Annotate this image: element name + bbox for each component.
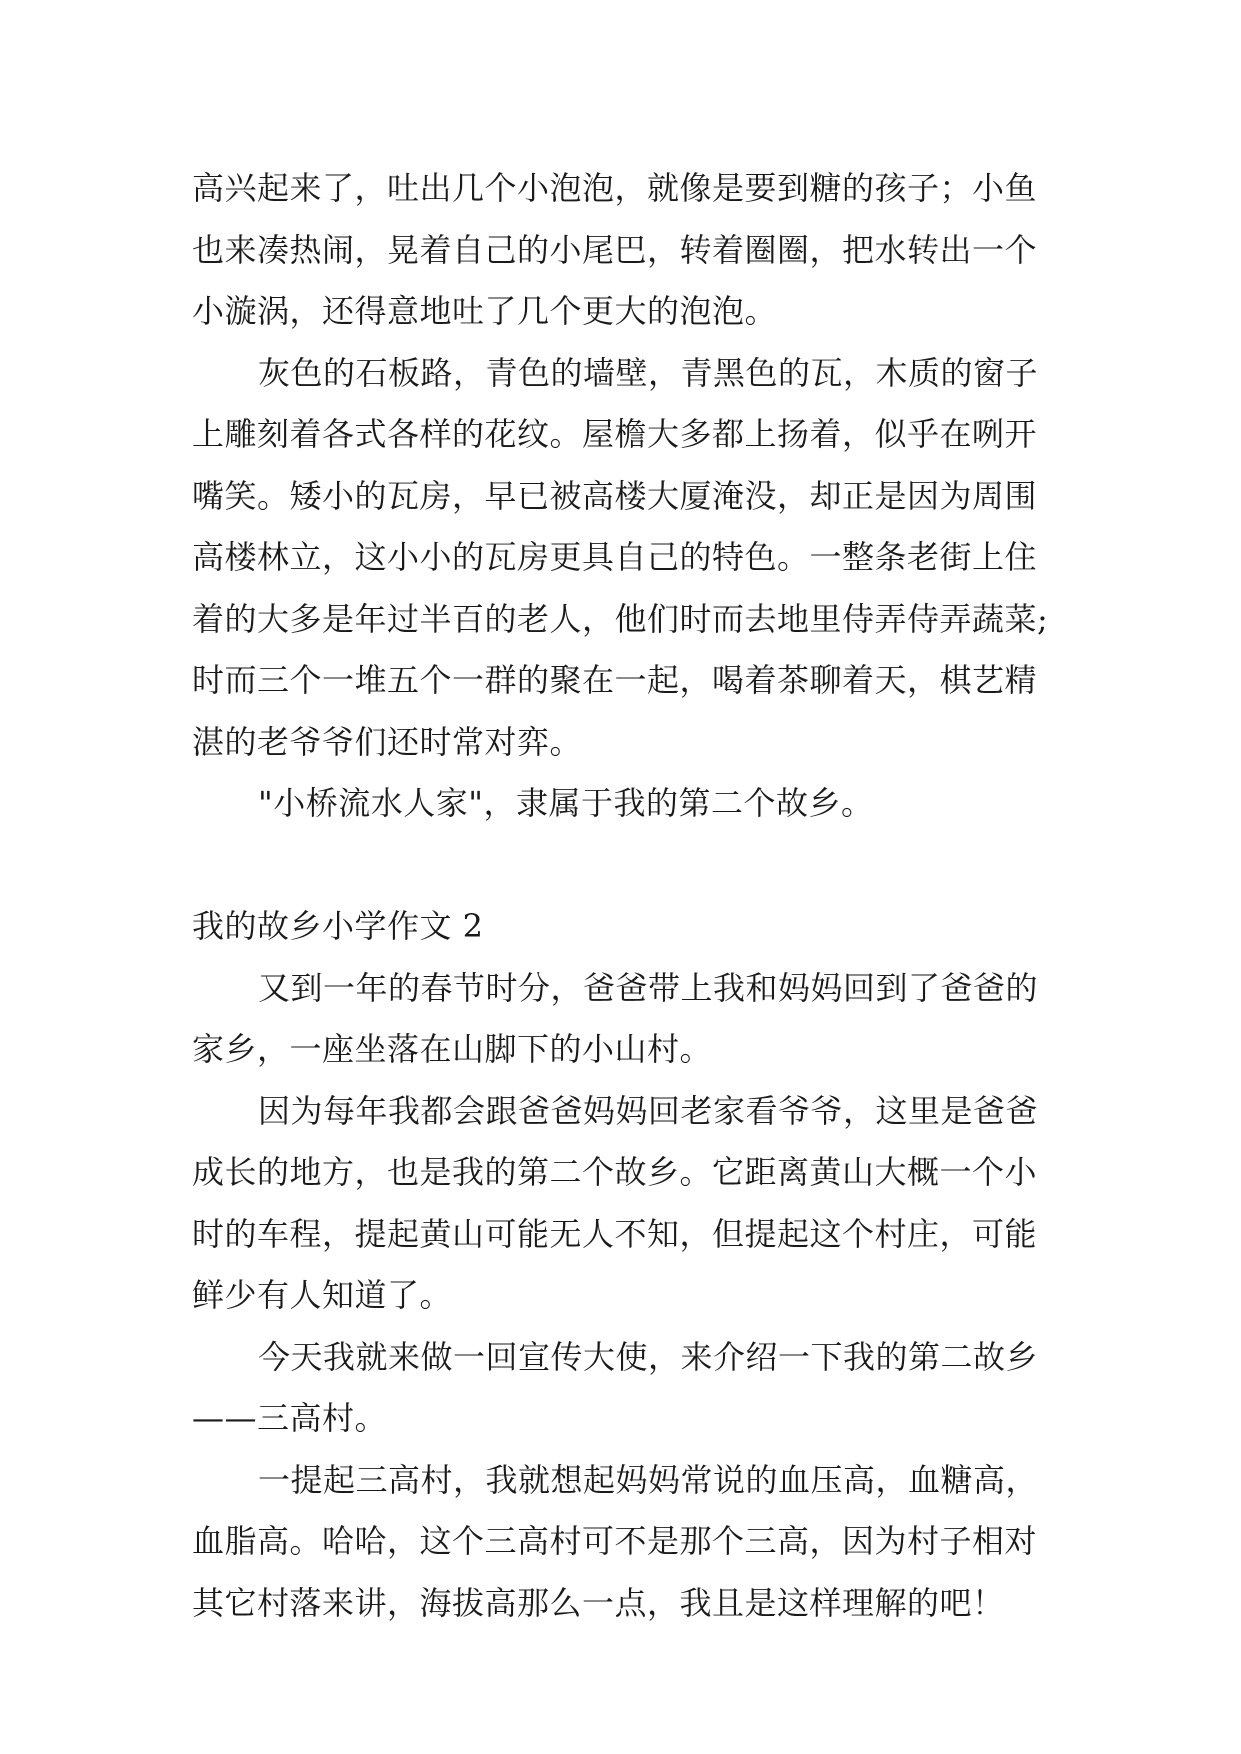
text-line: 成长的地方，也是我的第二个故乡。它距离黄山大概一个小 [192,1153,1038,1191]
blank-line [192,835,1054,897]
text-line: 血脂高。哈哈，这个三高村可不是那个三高，因为村子相对 [192,1522,1038,1560]
text-line: 其它村落来讲，海拔高那么一点，我且是这样理解的吧！ [192,1583,1005,1622]
text-line: 着的大多是年过半百的老人，他们时而去地里侍弄侍弄蔬菜; [192,599,1049,638]
text-line: 家乡，一座坐落在山脚下的小山村。 [192,1030,713,1068]
text-line: 嘴笑。矮小的瓦房，早已被高楼大厦淹没，却正是因为周围 [192,476,1038,515]
paragraph-5 [192,1081,1054,1327]
text-line: 又到一年的春节时分，爸爸带上我和妈妈回到了爸爸的 [258,968,1039,1007]
text-line: 时而三个一堆五个一群的聚在一起，喝着茶聊着天，棋艺精 [192,661,1038,699]
text-line: 上雕刻着各式各样的花纹。屋檐大多都上扬着，似乎在咧开 [192,415,1038,453]
text-line: 一提起三高村，我就想起妈妈常说的血压高，血糖高， [258,1460,1039,1499]
text-line: 鲜少有人知道了。 [192,1276,453,1314]
section-heading: 我的故乡小学作文 2 [192,907,484,945]
paragraph-1 [192,158,1054,343]
text-line: 高兴起来了，吐出几个小泡泡，就像是要到糖的孩子；小鱼 [192,169,1038,207]
paragraph-4 [192,958,1054,1081]
text-line: 今天我就来做一回宣传大使，来介绍一下我的第二故乡 [258,1337,1039,1376]
paragraph-2 [192,343,1054,774]
text-line: 也来凑热闹，晃着自己的小尾巴，转着圈圈，把水转出一个 [192,230,1038,269]
text-line: ——三高村。 [192,1399,388,1437]
document-page [192,158,1054,1634]
paragraph-7 [192,1450,1054,1635]
text-line: 灰色的石板路，青色的墙壁，青黑色的瓦，木质的窗子 [258,353,1039,392]
text-line: 因为每年我都会跟爸爸妈妈回老家看爷爷，这里是爸爸 [258,1091,1039,1130]
text-line: 小漩涡，还得意地吐了几个更大的泡泡。 [192,292,778,330]
text-line: "小桥流水人家"，隶属于我的第二个故乡。 [258,784,874,822]
text-line: 高楼林立，这小小的瓦房更具自己的特色。一整条老街上住 [192,538,1038,576]
paragraph-6 [192,1327,1054,1450]
paragraph-3 [192,773,1054,835]
text-line: 湛的老爷爷们还时常对弈。 [192,722,583,761]
text-line: 时的车程，提起黄山可能无人不知，但提起这个村庄，可能 [192,1214,1038,1253]
